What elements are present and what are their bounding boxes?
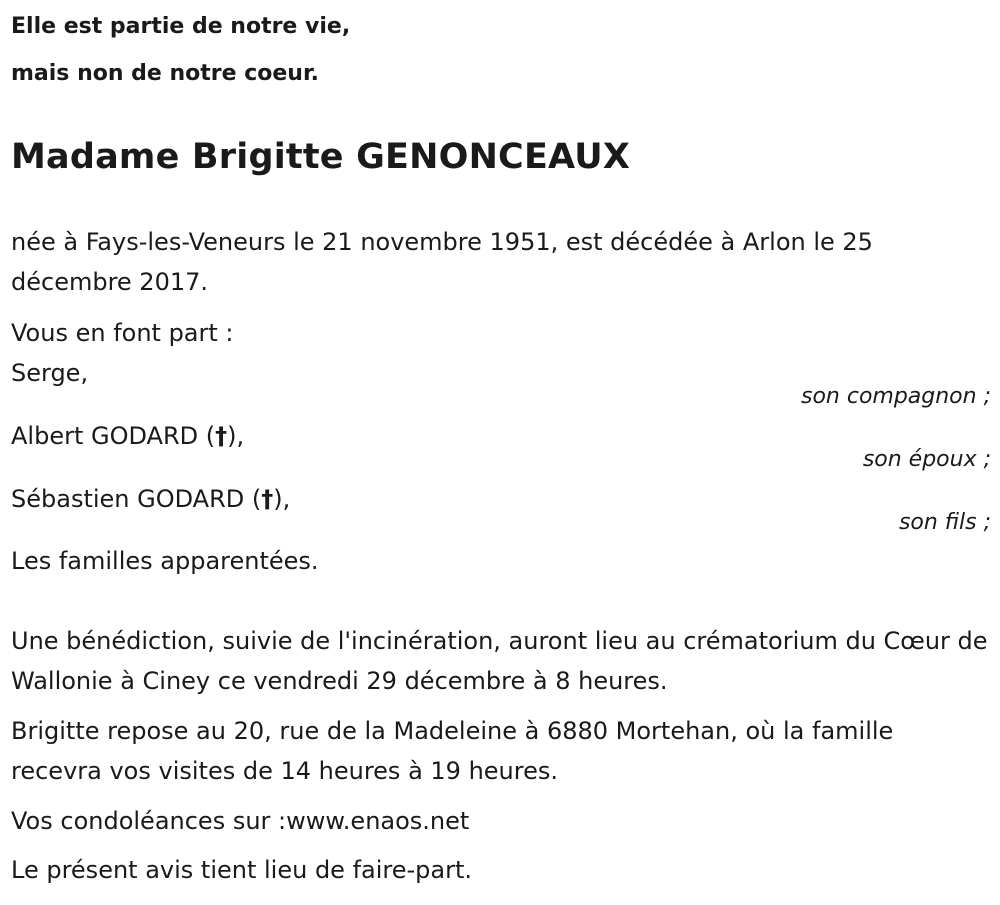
announcer-role-companion: son compagnon ; — [800, 384, 991, 409]
epigraph-line-2: mais non de notre coeur. — [11, 61, 320, 86]
visits-paragraph: Brigitte repose au 20, rue de la Madeleine à 6880 Mortehan, où la famille recevra vos visites de 14 heures à 19 heures. — [11, 717, 894, 785]
deceased-name: Madame Brigitte GENONCEAUX — [11, 137, 631, 177]
closing-line: Le présent avis tient lieu de faire-part. — [11, 856, 473, 884]
announcer-name-text: Serge, — [11, 359, 89, 387]
announcers-intro: Vous en font part : — [11, 319, 234, 347]
epigraph-line-1: Elle est partie de notre vie, — [11, 14, 351, 39]
ceremony-paragraph: Une bénédiction, suivie de l'incinération, auront lieu au crématorium du Cœur de Wallonie à Ciney ce vendredi 29 décembre à 8 heures. — [11, 627, 988, 695]
announcer-name-text: Sébastien GODARD ( — [11, 485, 262, 513]
cross-icon: † — [215, 422, 228, 450]
cross-icon: † — [261, 485, 274, 513]
announcer-name-text: Albert GODARD ( — [11, 422, 216, 450]
announcer-name-suffix: ), — [227, 422, 245, 450]
families-line: Les familles apparentées. — [11, 547, 319, 575]
announcer-name-albert — [11, 420, 244, 452]
announcer-name-suffix: ), — [273, 485, 291, 513]
announcer-role-son: son fils ; — [898, 510, 991, 535]
announcer-name-serge — [11, 357, 88, 389]
condolences-line: Vos condoléances sur :www.enaos.net — [11, 807, 470, 835]
announcer-role-spouse: son époux ; — [862, 447, 991, 472]
birth-death-paragraph: née à Fays-les-Veneurs le 21 novembre 1951, est décédée à Arlon le 25 décembre 2017. — [11, 228, 873, 296]
announcer-name-sebastien — [11, 483, 290, 515]
